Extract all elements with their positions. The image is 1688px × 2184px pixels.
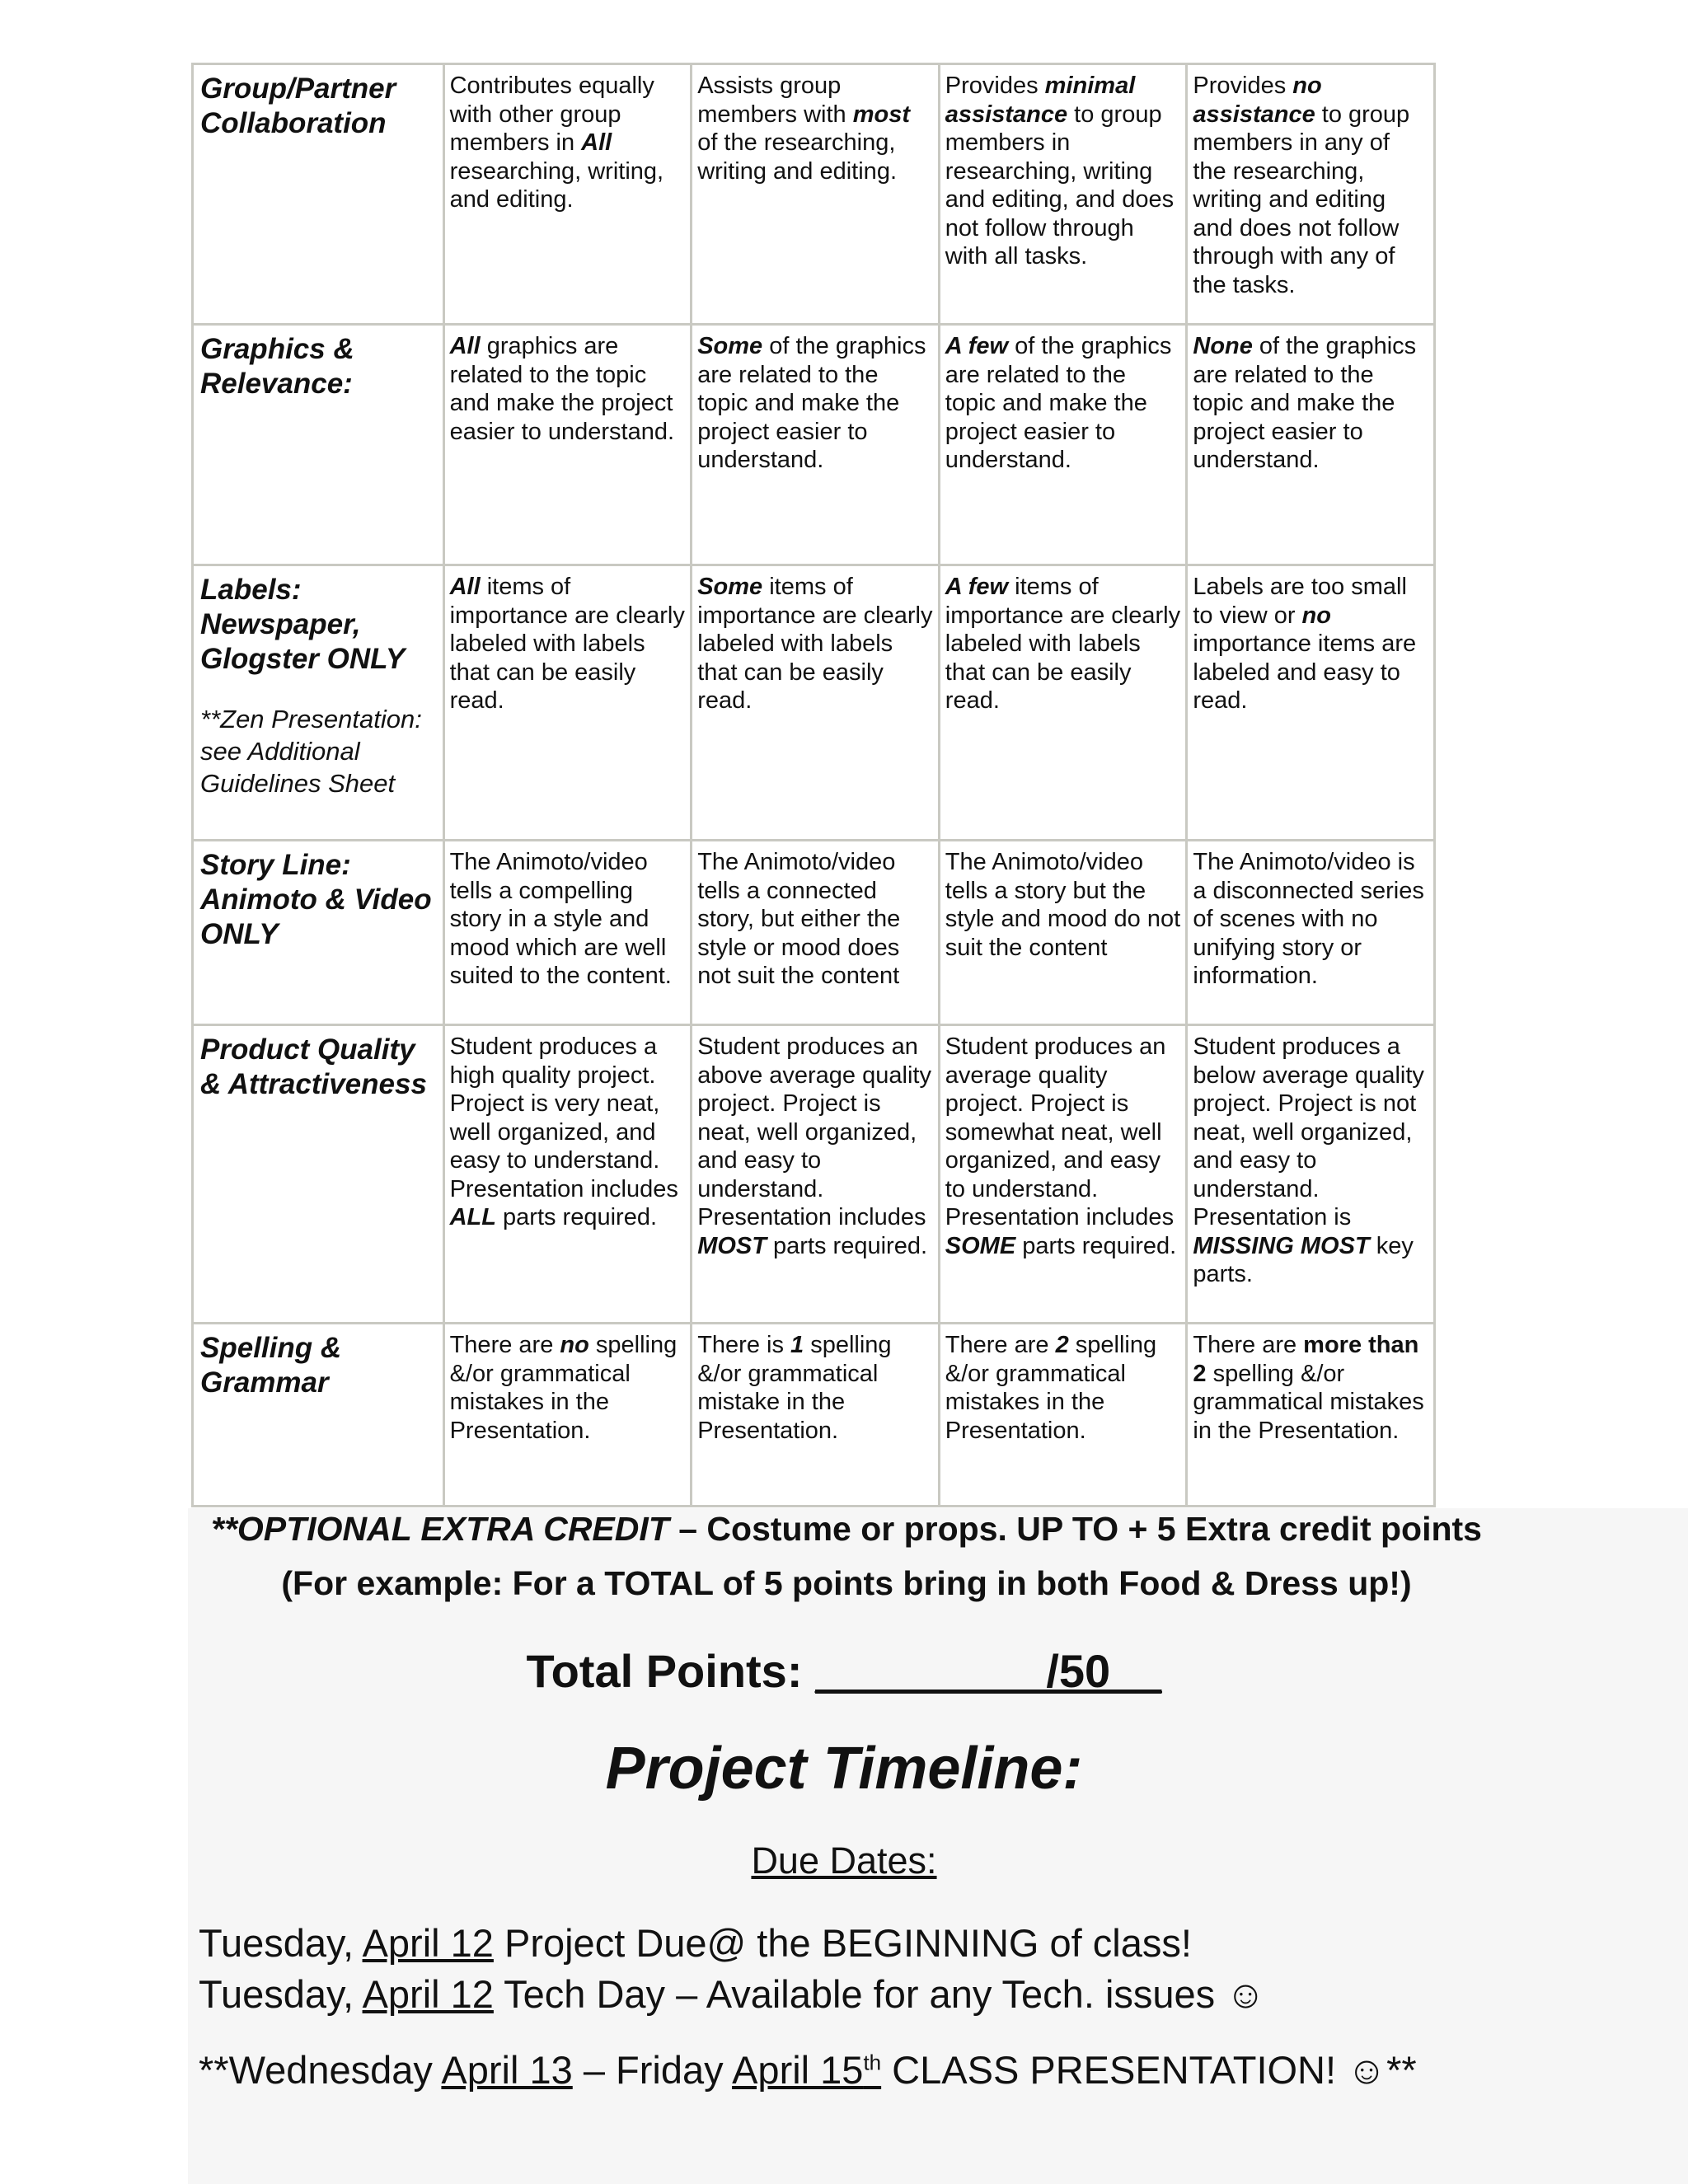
cell-text: There are — [1193, 1332, 1304, 1358]
cell-text: Student produces a high quality project. Project is very neat, well organized, and easy to understand. Presentation includes — [449, 1033, 678, 1202]
emphasis-text: ALL — [449, 1204, 496, 1230]
cell-text: to group members in any of the researching, writing and editing and does not follow through with any of the tasks. — [1193, 101, 1410, 298]
rubric-cell — [443, 64, 692, 325]
date-text: Project Due@ the BEGINNING of class! — [493, 1921, 1192, 1965]
due-date-line-2 — [199, 1971, 1265, 2017]
emphasis-text: more than 2 — [1193, 1332, 1419, 1387]
rubric-cell — [692, 64, 940, 325]
cell-text: of the graphics are related to the topic and make the project easier to understand. — [1193, 333, 1417, 473]
rubric-row — [193, 1324, 1435, 1507]
cell-text: of the researching, writing and editing. — [697, 129, 898, 185]
rubric-cell — [1187, 841, 1435, 1025]
criterion-cell — [193, 64, 444, 325]
rubric-table — [191, 63, 1436, 1507]
rubric-cell — [443, 1025, 692, 1324]
criterion-cell — [193, 565, 444, 841]
cell-text: The Animoto/video is a disconnected series of scenes with no unifying story or information. — [1193, 849, 1424, 989]
cell-text: of the graphics are related to the topic and make the project easier to understand. — [697, 333, 926, 473]
extra-credit-text: – Costume or props. UP TO + 5 Extra credit points — [668, 1510, 1482, 1548]
cell-text: to group members in researching, writing and editing, and does not follow through with all tasks. — [945, 101, 1175, 269]
cell-text: Student produces a below average quality project. Project is not neat, well organized, and easy to understand. Presentation is — [1193, 1033, 1424, 1230]
cell-text: Student produces an average quality project. Project is somewhat neat, well organized, and easy to understand. Presentation includes — [945, 1033, 1175, 1230]
criterion-label: Product Quality & Attractiveness — [200, 1033, 427, 1100]
presentation-date-end-text: April 15 — [732, 2048, 864, 2092]
cell-text: The Animoto/video tells a story but the style and mood do not suit the content — [945, 849, 1181, 961]
criterion-note: **Zen Presentation: see Additional Guidelines Sheet — [200, 705, 422, 798]
due-date-line-1 — [199, 1920, 1192, 1966]
presentation-sep: – Friday — [572, 2048, 733, 2092]
emphasis-text: MISSING MOST — [1193, 1232, 1370, 1259]
cell-text: spelling &/or grammatical mistake in the Presentation. — [697, 1332, 892, 1444]
emphasis-text: most — [852, 101, 911, 128]
presentation-line — [199, 2047, 1417, 2093]
rubric-row — [193, 64, 1435, 325]
rubric-cell — [692, 565, 940, 841]
emphasis-text: All — [581, 129, 612, 156]
emphasis-text: 1 — [790, 1332, 804, 1358]
date-prefix: Tuesday, — [199, 1972, 363, 2016]
total-points-label: Total Points: — [526, 1645, 816, 1697]
emphasis-text: Some — [697, 333, 763, 359]
rubric-cell — [443, 841, 692, 1025]
date-prefix: Tuesday, — [199, 1921, 363, 1965]
emphasis-text: MOST — [697, 1232, 767, 1259]
presentation-prefix: **Wednesday — [199, 2048, 442, 2092]
criterion-cell — [193, 325, 444, 565]
rubric-cell — [939, 565, 1187, 841]
cell-text: spelling &/or grammatical mistakes in the Presentation. — [1193, 1360, 1424, 1444]
cell-text: Student produces an above average quality project. Project is neat, well organized, and easy to understand. Presentation includes — [697, 1033, 931, 1230]
cell-text: The Animoto/video tells a compelling story in a style and mood which are well suited to the content. — [449, 849, 672, 989]
rubric-cell — [939, 1025, 1187, 1324]
total-points — [0, 1644, 1688, 1698]
presentation-date-start: April 13 — [441, 2048, 573, 2092]
criterion-cell — [193, 1324, 444, 1507]
rubric-cell — [692, 1025, 940, 1324]
emphasis-text: All — [449, 574, 481, 600]
criterion-cell — [193, 841, 444, 1025]
emphasis-text: 2 — [1055, 1332, 1069, 1358]
due-dates-heading: Due Dates: — [751, 1840, 937, 1882]
criterion-label: Graphics & Relevance: — [200, 333, 354, 400]
cell-text: There are — [945, 1332, 1056, 1358]
cell-text: items of importance are clearly labeled with labels that can be easily read. — [449, 574, 685, 714]
extra-credit-example: (For example: For a TOTAL of 5 points bring in both Food & Dress up!) — [281, 1564, 1412, 1602]
date-value: April 12 — [362, 1972, 494, 2016]
rubric-cell — [692, 1324, 940, 1507]
criterion-label: Group/Partner Collaboration — [200, 73, 396, 139]
total-points-blank: _________/50__ — [815, 1645, 1162, 1697]
cell-text: There are — [449, 1332, 560, 1358]
cell-text: Provides — [945, 73, 1045, 99]
presentation-text: CLASS PRESENTATION! ☺** — [881, 2048, 1417, 2092]
rubric-cell — [1187, 1324, 1435, 1507]
emphasis-text: A few — [945, 333, 1009, 359]
rubric-cell — [1187, 565, 1435, 841]
criterion-label: Story Line: Animoto & Video ONLY — [200, 849, 432, 950]
cell-text: key parts. — [1193, 1232, 1414, 1287]
emphasis-text: None — [1193, 333, 1253, 359]
cell-text: items of importance are clearly labeled with labels that can be easily read. — [697, 574, 933, 714]
rubric-cell — [443, 1324, 692, 1507]
rubric-row — [193, 841, 1435, 1025]
rubric-cell — [939, 64, 1187, 325]
ordinal-suffix: th — [863, 2050, 882, 2075]
rubric-cell — [692, 325, 940, 565]
date-text: Tech Day – Available for any Tech. issues ☺ — [493, 1972, 1266, 2016]
emphasis-text: no — [560, 1332, 589, 1358]
rubric-cell — [939, 841, 1187, 1025]
rubric-cell — [443, 325, 692, 565]
extra-credit-line — [191, 1510, 1502, 1549]
cell-text: spelling &/or grammatical mistakes in the Presentation. — [449, 1332, 678, 1444]
cell-text: Contributes equally with other group members in — [449, 73, 654, 156]
rubric-cell — [939, 325, 1187, 565]
emphasis-text: Some — [697, 574, 763, 600]
cell-text: researching, writing, and editing. — [449, 157, 664, 213]
emphasis-text: no — [1301, 602, 1331, 629]
cell-text: graphics are related to the topic and make the project easier to understand. — [449, 333, 675, 445]
criterion-label: Spelling & Grammar — [200, 1332, 342, 1399]
extra-credit-label: **OPTIONAL EXTRA CREDIT — [211, 1510, 669, 1548]
cell-text: Assists group members with — [697, 73, 853, 128]
cell-text: parts required. — [766, 1232, 928, 1259]
emphasis-text: A few — [945, 574, 1009, 600]
emphasis-text: minimal assistance — [945, 73, 1136, 128]
cell-text: importance items are labeled and easy to read. — [1193, 630, 1417, 714]
rubric-cell — [1187, 1025, 1435, 1324]
rubric-cell — [692, 841, 940, 1025]
cell-text: of the graphics are related to the topic and make the project easier to understand. — [945, 333, 1172, 473]
cell-text: spelling &/or grammatical mistakes in the Presentation. — [945, 1332, 1157, 1444]
criterion-cell — [193, 1025, 444, 1324]
cell-text: Provides — [1193, 73, 1293, 99]
cell-text: The Animoto/video tells a connected story, but either the style or mood does not suit the content — [697, 849, 901, 989]
cell-text: Labels are too small to view or — [1193, 574, 1407, 629]
cell-text: parts required. — [1015, 1232, 1177, 1259]
rubric-cell — [939, 1324, 1187, 1507]
rubric-row — [193, 565, 1435, 841]
rubric-cell — [443, 565, 692, 841]
rubric-cell — [1187, 325, 1435, 565]
rubric-row — [193, 1025, 1435, 1324]
project-timeline-title: Project Timeline: — [605, 1736, 1083, 1802]
rubric-row — [193, 325, 1435, 565]
emphasis-text: SOME — [945, 1232, 1016, 1259]
date-value: April 12 — [362, 1921, 494, 1965]
presentation-date-end — [732, 2048, 881, 2092]
cell-text: parts required. — [495, 1204, 658, 1230]
criterion-label: Labels: Newspaper, Glogster ONLY — [200, 574, 406, 675]
cell-text: There is — [697, 1332, 791, 1358]
emphasis-text: All — [449, 333, 481, 359]
emphasis-text: no assistance — [1193, 73, 1322, 128]
cell-text: items of importance are clearly labeled with labels that can be easily read. — [945, 574, 1181, 714]
rubric-cell — [1187, 64, 1435, 325]
